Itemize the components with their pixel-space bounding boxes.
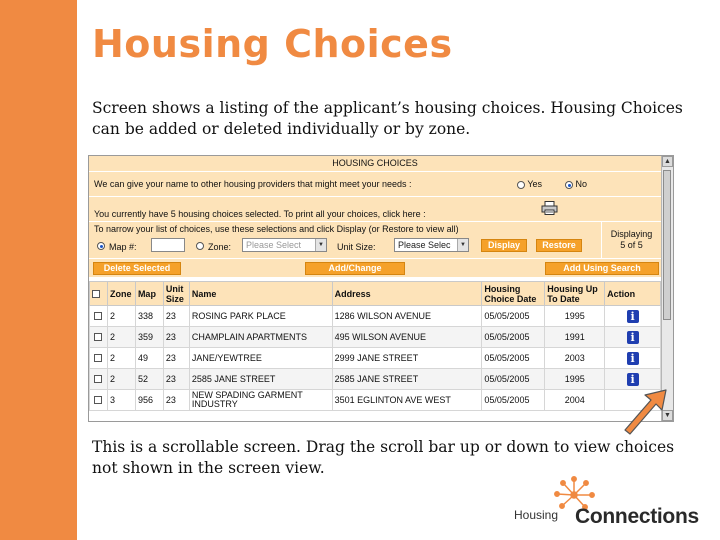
column-header: Zone	[107, 282, 135, 306]
name-cell: CHAMPLAIN APARTMENTS	[189, 327, 332, 348]
zone-cell: 2	[107, 369, 135, 390]
vertical-scrollbar[interactable]	[661, 156, 673, 421]
row-select-cell[interactable]	[90, 306, 108, 327]
address-cell: 1286 WILSON AVENUE	[332, 306, 482, 327]
housing-choices-window	[88, 155, 674, 422]
unit-size-cell: 23	[163, 369, 189, 390]
accent-side-bar	[0, 0, 77, 540]
action-buttons-row	[89, 259, 661, 277]
choice-date-cell: 05/05/2005	[482, 306, 545, 327]
filter-map-label: Map #:	[109, 242, 137, 252]
logo-housing-text: Housing	[514, 508, 559, 522]
restore-button[interactable]: Restore	[536, 239, 582, 252]
column-header: Map	[135, 282, 163, 306]
name-cell: NEW SPADING GARMENT INDUSTRY	[189, 390, 332, 411]
selected-count-row	[89, 197, 661, 221]
share-yes-option[interactable]	[517, 179, 542, 189]
choice-date-cell: 05/05/2005	[482, 327, 545, 348]
address-cell: 3501 EGLINTON AVE WEST	[332, 390, 482, 411]
share-yes-radio[interactable]	[517, 181, 525, 189]
column-header: Unit Size	[163, 282, 189, 306]
up-to-date-cell: 1995	[545, 306, 605, 327]
printer-icon[interactable]	[541, 201, 558, 215]
action-cell	[605, 327, 661, 348]
up-to-date-cell: 1995	[545, 369, 605, 390]
column-header: Housing Choice Date	[482, 282, 545, 306]
column-header: Name	[189, 282, 332, 306]
row-checkbox[interactable]	[94, 354, 102, 362]
zone-cell: 3	[107, 390, 135, 411]
row-checkbox[interactable]	[94, 333, 102, 341]
window-content	[89, 156, 661, 421]
slide-title: Housing Choices	[92, 22, 453, 66]
info-icon[interactable]: i	[627, 373, 639, 386]
zone-select-value: Please Select	[246, 240, 302, 250]
selected-count-text: You currently have 5 housing choices selected. To print all your choices, click here :	[94, 209, 426, 219]
chevron-down-icon: ▼	[315, 239, 326, 251]
name-cell: 2585 JANE STREET	[189, 369, 332, 390]
housing-connections-logo	[512, 475, 702, 535]
displaying-value: 5 of 5	[620, 240, 643, 250]
map-cell: 956	[135, 390, 163, 411]
panel-header: HOUSING CHOICES	[89, 156, 661, 171]
filter-zone-label: Zone:	[208, 242, 232, 252]
intro-text: Screen shows a listing of the applicant’s housing choices. Housing Choices can be added or deleted individually or by zone.	[92, 99, 683, 138]
filter-map-radio[interactable]	[97, 242, 105, 250]
address-cell: 495 WILSON AVENUE	[332, 327, 482, 348]
scroll-up-icon[interactable]: ▲	[662, 156, 673, 167]
delete-selected-button[interactable]: Delete Selected	[93, 262, 181, 275]
table-row[interactable]	[90, 327, 661, 348]
address-cell: 2585 JANE STREET	[332, 369, 482, 390]
share-no-option[interactable]	[565, 179, 587, 189]
share-yes-label: Yes	[527, 179, 543, 189]
housing-choices-table	[89, 281, 661, 411]
unit-size-cell: 23	[163, 327, 189, 348]
address-cell: 2999 JANE STREET	[332, 348, 482, 369]
filter-zone-radio[interactable]	[196, 242, 204, 250]
choice-date-cell: 05/05/2005	[482, 390, 545, 411]
zone-cell: 2	[107, 348, 135, 369]
displaying-box	[602, 222, 661, 258]
unit-size-cell: 23	[163, 348, 189, 369]
share-name-row	[89, 172, 661, 196]
table-row[interactable]	[90, 306, 661, 327]
table-header-row	[90, 282, 661, 306]
filter-unit-size-label: Unit Size:	[337, 242, 376, 252]
choice-date-cell: 05/05/2005	[482, 348, 545, 369]
pointer-arrow-icon	[622, 388, 668, 440]
info-icon[interactable]: i	[627, 352, 639, 365]
scroll-down-icon[interactable]: ▼	[662, 410, 673, 421]
unit-size-cell: 23	[163, 390, 189, 411]
table-row[interactable]	[90, 390, 661, 411]
display-button[interactable]: Display	[481, 239, 527, 252]
info-icon[interactable]: i	[627, 310, 639, 323]
action-cell	[605, 306, 661, 327]
row-checkbox[interactable]	[94, 375, 102, 383]
up-to-date-cell: 1991	[545, 327, 605, 348]
row-select-cell[interactable]	[90, 327, 108, 348]
name-cell: JANE/YEWTREE	[189, 348, 332, 369]
unit-size-select[interactable]	[394, 238, 469, 252]
map-cell: 49	[135, 348, 163, 369]
share-no-label: No	[575, 179, 588, 189]
share-question: We can give your name to other housing providers that might meet your needs :	[94, 179, 412, 189]
add-change-button[interactable]: Add/Change	[305, 262, 405, 275]
action-cell	[605, 348, 661, 369]
add-using-search-button[interactable]: Add Using Search	[545, 262, 659, 275]
table-row[interactable]	[90, 369, 661, 390]
column-header: Housing Up To Date	[545, 282, 605, 306]
share-no-radio[interactable]	[565, 181, 573, 189]
row-checkbox[interactable]	[94, 396, 102, 404]
row-select-cell[interactable]	[90, 369, 108, 390]
map-cell: 359	[135, 327, 163, 348]
info-icon[interactable]: i	[627, 331, 639, 344]
table-row[interactable]	[90, 348, 661, 369]
column-header: Action	[605, 282, 661, 306]
displaying-label: Displaying	[610, 229, 653, 239]
scroll-note-text: This is a scrollable screen. Drag the scroll bar up or down to view choices not shown in the screen view.	[92, 438, 675, 477]
zone-cell: 2	[107, 306, 135, 327]
select-all-header[interactable]	[90, 282, 108, 306]
column-header: Address	[332, 282, 482, 306]
action-cell	[605, 369, 661, 390]
up-to-date-cell: 2003	[545, 348, 605, 369]
up-to-date-cell: 2004	[545, 390, 605, 411]
filter-instructions: To narrow your list of choices, use these selections and click Display (or Restore to view all)	[94, 224, 459, 234]
unit-size-cell: 23	[163, 306, 189, 327]
map-cell: 52	[135, 369, 163, 390]
row-select-cell[interactable]	[90, 348, 108, 369]
scrollbar-thumb[interactable]	[663, 170, 671, 320]
chevron-down-icon: ▼	[457, 239, 468, 251]
choice-date-cell: 05/05/2005	[482, 369, 545, 390]
map-number-input[interactable]	[151, 238, 185, 252]
map-cell: 338	[135, 306, 163, 327]
zone-select[interactable]	[242, 238, 327, 252]
logo-connections-text: Connections	[575, 505, 699, 528]
row-select-cell[interactable]	[90, 390, 108, 411]
zone-cell: 2	[107, 327, 135, 348]
name-cell: ROSING PARK PLACE	[189, 306, 332, 327]
unit-size-select-value: Please Selec	[398, 240, 451, 250]
row-checkbox[interactable]	[94, 312, 102, 320]
select-all-checkbox[interactable]	[92, 290, 100, 298]
